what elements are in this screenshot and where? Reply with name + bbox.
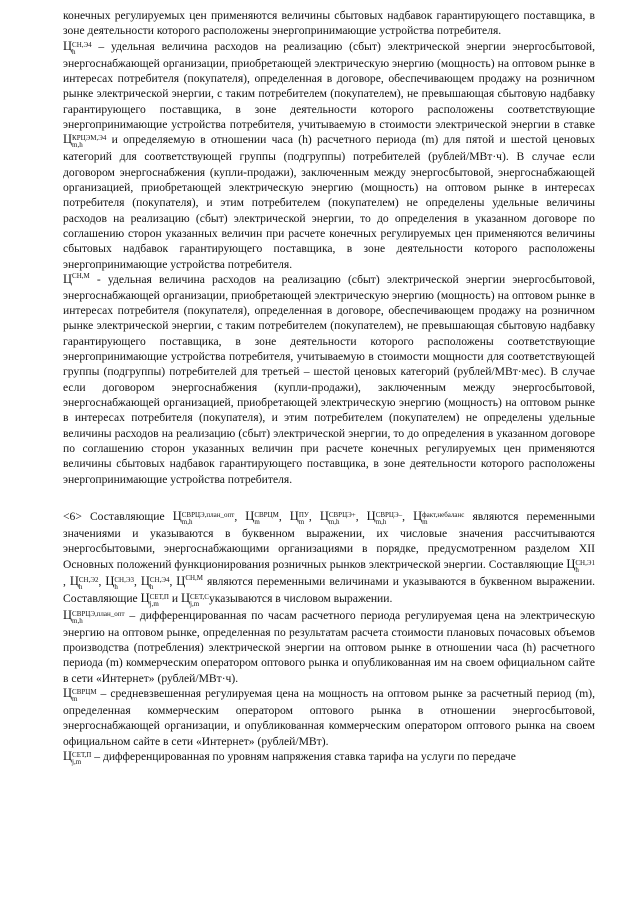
paragraph-1: конечных регулируемых цен применяются величины сбытовых надбавок гарантирующего поставщика, в зоне деятельности которого расположены энергопринимающие устройства потребителя. xyxy=(63,9,595,38)
definition-svrcm: Ц СВРЦМ m – средневзвешенная регулируемая цена на мощность на оптовом рынке за расчетный период (m), определенная коммерческим оператором оптового рынка в отношении энергосбытовой, энергоснабжающей организации, и опубликованная коммерческим оператором оптового рынка на своем официальном сайте в сети «Интернет» (рублей/МВт). xyxy=(63,686,595,748)
symbol-indices: СН,Э4 h xyxy=(72,40,92,56)
paragraph-ch-m: $Ц^{СН,М}$ - удельная величина расходов на реализацию (сбыт) электрической энергии энергосбытовой, энергоснабжающей организации, приобретающей электрическую энергию (мощность) на оптовом рынке в интересах потребителя (покупателя), определенная в договоре, обеспечивающем продажу на розничном рынке электрической энергии, с таким потребителем (покупателем), не превышающая сбытовую надбавку гарантирующего поставщика, в зоне деятельности которого расположены соответствующие энергопринимающие устройства потребителя, учитываемую в стоимости мощности для соответствующей группы (подгруппы) потребителей для третьей – шестой ценовых категорий (рублей/МВт·мес). В случае если договором энергоснабжения (купли-продажи), заключенным между энергосбытовой, энергоснабжающей организацией, приобретающей электрическую энергию (мощность) на оптовом рынке в интересах потребителя (покупателя), и этим потребителем (покупателем) не определены удельные величины расходов на реализацию (сбыт) электрической энергии, то до определения в указанном договоре по соглашению сторон указанных величин при расчете конечных регулируемых цен применяются величины сбытовых надбавок гарантирующего поставщика, в зоне деятельности которого расположены энергопринимающие устройства потребителя. xyxy=(63,272,595,486)
definition-svrce: Ц СВРЦЭ,план_опт m,h – дифференцированная по часам расчетного периода регулируемая цена на электрическую энергию на оптовом рынке, определенная по результатам расчета стоимости плановых почасовых объемов производства (потребления) электрической энергии на оптовом рынке в отношении часа (h) расчетного периода (m) коммерческим оператором оптового рынка и опубликованная им на своем официальном сайте в сети «Интернет» (рублей/МВт·ч). xyxy=(63,607,595,685)
symbol-c: Ц xyxy=(63,38,73,53)
footnote-6: <6> Составляющие Ц СВРЦЭ,план_опт m,h , Ц СВРЦМ m , Ц ПУ m , Ц СВРЦЭ+ m,h , Ц СВРЦЭ– m,h , Ц факт,небаланс m являются переменными значениями и указываются в буквенном выражении, их числовые значения рассчитываются энергосбытовыми, энергоснабжающими организациями в порядке, предусмотренном разделом XII Основных положений функционирования розничных рынков электрической энергии. Составляющие Ц СН,Э1 h , Ц СН,Э2 h , Ц СН,Э3 h , Ц СН,Э4 h , $Ц^{СН,М}$ являются переменными величинами и указываются в буквенном выражении. Составляющие Ц СЕТ,П j,m и Ц СЕТ,С j,m указываются в числовом выражении. xyxy=(63,508,596,608)
document-page xyxy=(63,8,595,766)
definition-set-p: Ц СЕТ,П j,m – дифференцированная по уровням напряжения ставка тарифа на услуги по передаче xyxy=(63,749,516,767)
paragraph-ch-e4: Ц СН,Э4 h – удельная величина расходов на реализацию (сбыт) электрической энергии энергосбытовой, энергоснабжающей организации, приобретающей электрическую энергию (мощность) на оптовом рынке в интересах потребителя (покупателя), определенная в договоре, обеспечивающем продажу на розничном рынке электрической энергии, с таким потребителем (покупателем), не превышающая сбытовую надбавку гарантирующего поставщика, в зоне деятельности которого расположены соответствующие энергопринимающие устройства потребителя, учитываемую в стоимости электрической энергии в ставке Ц КРЦЭМ,Э4 m,h и определяемую в отношении часа (h) расчетного периода (m) для пятой и шестой ценовых категорий для соответствующей группы (подгруппы) потребителей (рублей/МВт·ч). В случае если договором энергоснабжения (купли-продажи), заключенным между энергосбытовой, энергоснабжающей организацией, приобретающей электрическую энергию (мощность) на оптовом рынке в интересах потребителя (покупателя), и этим потребителем (покупателем) не определены удельные величины расходов на реализацию (сбыт) электрической энергии, то до определения в указанном договоре по соглашению сторон указанных величин при расчете конечных регулируемых цен применяются величины сбытовых надбавок гарантирующего поставщика, в зоне деятельности которого расположены энергопринимающие устройства потребителя. xyxy=(63,38,595,271)
